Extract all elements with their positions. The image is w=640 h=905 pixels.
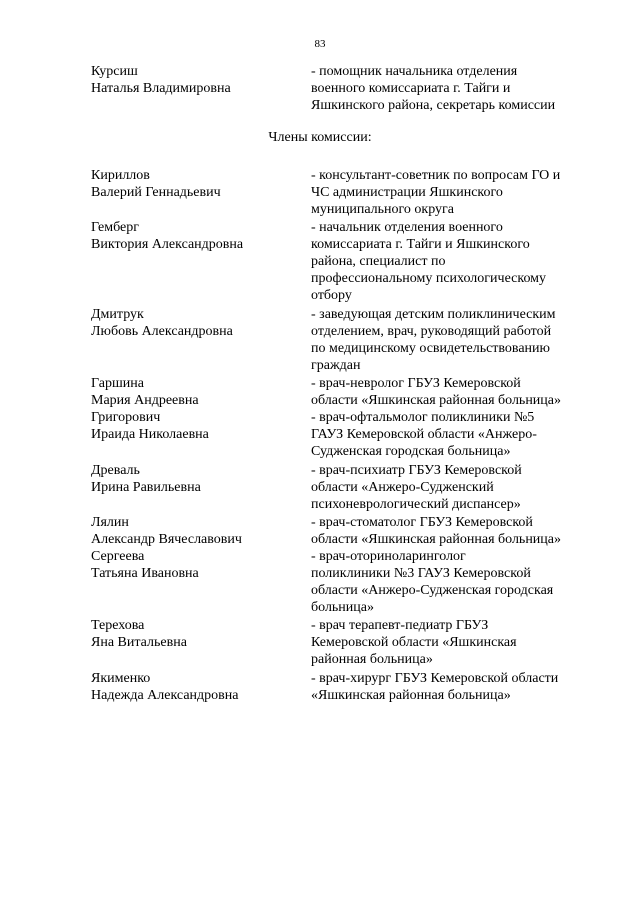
member-role — [311, 617, 596, 668]
member-role — [311, 548, 596, 616]
role-line: районная больница» — [311, 652, 433, 667]
role-line: больница» — [311, 600, 374, 615]
name-line: Ирина Равильевна — [91, 480, 201, 495]
name-line: Виктория Александровна — [91, 237, 244, 252]
role-line: Судженская городская больница» — [311, 444, 511, 459]
role-line: - врач-невролог ГБУЗ Кемеровской — [311, 376, 521, 391]
member-role — [311, 306, 596, 374]
role-line: отделением, врач, руководящий работой — [311, 324, 552, 339]
secretary-role — [311, 63, 596, 114]
member-name — [91, 306, 306, 340]
role-line: - врач-офтальмолог поликлиники №5 — [311, 410, 535, 425]
role-line: «Яшкинская районная больница» — [311, 688, 511, 703]
role-line: - заведующая детским поликлиническим — [311, 307, 556, 322]
member-role — [311, 409, 596, 460]
name-line: Якименко — [91, 671, 151, 686]
member-role — [311, 219, 596, 304]
member-name — [91, 617, 306, 651]
name-line: Григорович — [91, 410, 161, 425]
role-line: - помощник начальника отделения — [311, 64, 518, 79]
name-line: Ираида Николаевна — [91, 427, 209, 442]
name-line: Древаль — [91, 463, 140, 478]
page-number: 83 — [314, 38, 326, 50]
role-line: - врач-хирург ГБУЗ Кемеровской области — [311, 671, 559, 686]
role-line: психоневрологический диспансер» — [311, 497, 521, 512]
name-line: Татьяна Ивановна — [91, 566, 199, 581]
role-line: Кемеровской области «Яшкинская — [311, 635, 517, 650]
role-line: граждан — [311, 358, 361, 373]
name-line: Наталья Владимировна — [91, 81, 231, 96]
role-line: - врач терапевт-педиатр ГБУЗ — [311, 618, 489, 633]
member-role — [311, 514, 596, 548]
role-line: - врач-стоматолог ГБУЗ Кемеровской — [311, 515, 533, 530]
member-role — [311, 670, 596, 704]
name-line: Терехова — [91, 618, 145, 633]
member-name — [91, 462, 306, 496]
member-role — [311, 462, 596, 513]
member-name — [91, 219, 306, 253]
member-name — [91, 514, 306, 548]
secretary-name — [91, 63, 306, 97]
name-line: Лялин — [91, 515, 129, 530]
member-role — [311, 375, 596, 409]
role-line: поликлиники №3 ГАУЗ Кемеровской — [311, 566, 531, 581]
name-line: Курсиш — [91, 64, 138, 79]
role-line: ЧС администрации Яшкинского — [311, 185, 503, 200]
name-line: Любовь Александровна — [91, 324, 233, 339]
role-line: отбору — [311, 288, 352, 303]
member-name — [91, 167, 306, 201]
role-line: - начальник отделения военного — [311, 220, 503, 235]
name-line: Гаршина — [91, 376, 144, 391]
member-name — [91, 548, 306, 582]
name-line: Мария Андреевна — [91, 393, 199, 408]
member-role — [311, 167, 596, 218]
name-line: Дмитрук — [91, 307, 144, 322]
role-line: ГАУЗ Кемеровской области «Анжеро- — [311, 427, 537, 442]
role-line: профессиональному психологическому — [311, 271, 547, 286]
role-line: области «Яшкинская районная больница» — [311, 393, 562, 408]
name-line: Надежда Александровна — [91, 688, 239, 703]
name-line: Яна Витальевна — [91, 635, 187, 650]
name-line: Сергеева — [91, 549, 145, 564]
name-line: Валерий Геннадьевич — [91, 185, 221, 200]
role-line: области «Яшкинская районная больница» — [311, 532, 562, 547]
name-line: Александр Вячеславович — [91, 532, 242, 547]
member-name — [91, 409, 306, 443]
role-line: - консультант-советник по вопросам ГО и — [311, 168, 561, 183]
role-line: - врач-оториноларинголог — [311, 549, 466, 564]
role-line: муниципального округа — [311, 202, 454, 217]
role-line: области «Анжеро-Судженский — [311, 480, 494, 495]
role-line: комиссариата г. Тайги и Яшкинского — [311, 237, 530, 252]
role-line: района, специалист по — [311, 254, 446, 269]
member-name — [91, 670, 306, 704]
role-line: Яшкинского района, секретарь комиссии — [311, 98, 556, 113]
member-name — [91, 375, 306, 409]
role-line: по медицинскому освидетельствованию — [311, 341, 551, 356]
name-line: Гемберг — [91, 220, 139, 235]
members-heading: Члены комиссии: — [268, 130, 372, 145]
role-line: - врач-психиатр ГБУЗ Кемеровской — [311, 463, 522, 478]
role-line: военного комиссариата г. Тайги и — [311, 81, 511, 96]
name-line: Кириллов — [91, 168, 150, 183]
role-line: области «Анжеро-Судженская городская — [311, 583, 554, 598]
